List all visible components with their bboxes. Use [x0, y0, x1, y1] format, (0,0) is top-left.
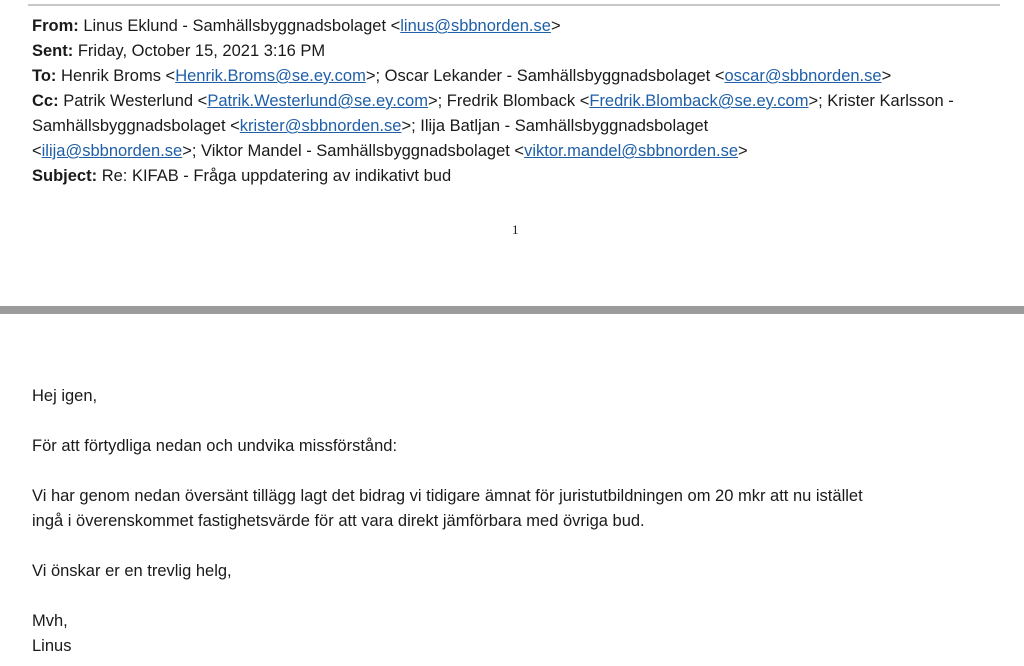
greeting: Hej igen,	[32, 387, 98, 405]
cc-email-link-5[interactable]: viktor.mandel@sbbnorden.se	[524, 142, 739, 160]
cc-separator-3-cont: <	[32, 142, 42, 160]
cc-end: >	[738, 142, 748, 160]
paragraph-main-line-1: Vi har genom nedan översänt tillägg lagt det bidrag vi tidigare ämnat för juristutbildningen om 20 mkr att nu istället	[32, 487, 863, 505]
from-email-link[interactable]: linus@sbbnorden.se	[400, 17, 551, 35]
sent-value: Friday, October 15, 2021 3:16 PM	[77, 42, 326, 60]
sent-line	[32, 39, 1007, 64]
to-email-link-2[interactable]: oscar@sbbnorden.se	[724, 67, 882, 85]
cc-email-link-2[interactable]: Fredrik.Blomback@se.ey.com	[589, 92, 809, 110]
closing: Mvh,	[32, 612, 68, 630]
signature: Linus	[32, 637, 72, 655]
subject-value: Re: KIFAB - Fråga uppdatering av indikativt bud	[101, 167, 452, 185]
email-body	[32, 384, 1004, 659]
paragraph-clarify: För att förtydliga nedan och undvika missförstånd:	[32, 437, 398, 455]
to-label: To:	[32, 67, 57, 85]
top-rule	[28, 4, 1000, 6]
paragraph-main-line-2: ingå i överenskommet fastighetsvärde för att vara direkt jämförbara med övriga bud.	[32, 512, 645, 530]
cc-separator-2: >; Krister Karlsson - Samhällsbyggnadsbolaget <	[32, 92, 954, 135]
sign-off	[32, 609, 1004, 659]
from-name: Linus Eklund - Samhällsbyggnadsbolaget <	[83, 17, 401, 35]
page-number: 1	[512, 222, 519, 237]
cc-email-link-4[interactable]: ilija@sbbnorden.se	[41, 142, 183, 160]
to-line	[32, 64, 1007, 89]
to-email-link-1[interactable]: Henrik.Broms@se.ey.com	[175, 67, 366, 85]
cc-line	[32, 89, 1007, 164]
cc-label: Cc:	[32, 92, 59, 110]
cc-separator-4: >; Viktor Mandel - Samhällsbyggnadsbolaget <	[182, 142, 525, 160]
cc-separator-3: >; Ilija Batljan - Samhällsbyggnadsbolaget	[401, 117, 709, 135]
page-break-divider	[0, 306, 1024, 314]
subject-label: Subject:	[32, 167, 98, 185]
cc-separator-1: >; Fredrik Blomback <	[427, 92, 590, 110]
paragraph-main	[32, 484, 1004, 534]
from-line	[32, 14, 1007, 39]
cc-email-link-1[interactable]: Patrik.Westerlund@se.ey.com	[207, 92, 428, 110]
email-header	[32, 14, 1007, 189]
to-end: >	[881, 67, 892, 85]
from-label: From:	[32, 17, 79, 35]
cc-name-1: Patrik Westerlund <	[63, 92, 208, 110]
from-end: >	[550, 17, 561, 35]
to-separator-1: >; Oscar Lekander - Samhällsbyggnadsbolaget <	[365, 67, 725, 85]
cc-email-link-3[interactable]: krister@sbbnorden.se	[239, 117, 402, 135]
subject-line	[32, 164, 1007, 189]
to-name-1: Henrik Broms <	[61, 67, 176, 85]
sent-label: Sent:	[32, 42, 74, 60]
paragraph-wishes: Vi önskar er en trevlig helg,	[32, 562, 232, 580]
